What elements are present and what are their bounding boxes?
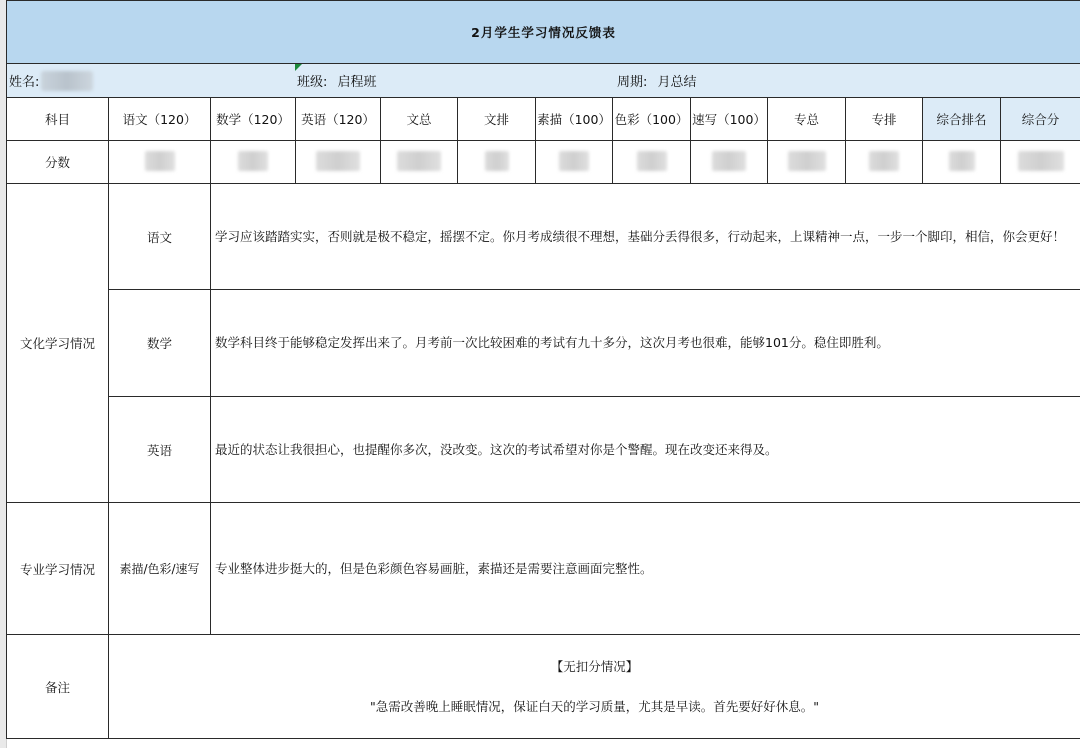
- class-label: 班级:: [297, 75, 328, 90]
- score-cell: [211, 141, 296, 184]
- period-value: 月总结: [657, 75, 697, 90]
- feedback-table: [6, 0, 1080, 739]
- period-label: 周期:: [617, 75, 648, 90]
- header-subject: 科目: [7, 98, 109, 141]
- remarks-label: 备注: [7, 635, 109, 739]
- score-cell: [296, 141, 381, 184]
- remarks-heading: 【无扣分情况】: [550, 658, 639, 674]
- culture-subject-chinese: 语文: [109, 184, 211, 290]
- header-english: 英语（120）: [296, 98, 381, 141]
- remarks-text: "急需改善晚上睡眠情况，保证白天的学习质量，尤其是早读。首先要好好休息。": [370, 698, 820, 714]
- name-value-redacted: [41, 71, 93, 91]
- score-cell: [536, 141, 613, 184]
- culture-comment-chinese: 学习应该踏踏实实，否则就是极不稳定，摇摆不定。你月考成绩很不理想，基础分丢得很多，行动起来，上课精神一点，一步一个脚印，相信，你会更好！: [211, 184, 1080, 290]
- score-label: 分数: [7, 141, 109, 184]
- score-cell: [458, 141, 536, 184]
- culture-subject-math: 数学: [109, 290, 211, 397]
- score-cell: [846, 141, 923, 184]
- period-field: [617, 71, 697, 90]
- major-row: [7, 503, 1080, 635]
- major-subject: 素描/色彩/速写: [109, 503, 211, 635]
- class-value: 启程班: [337, 75, 377, 90]
- class-field: [297, 71, 377, 90]
- header-quick-sketch: 速写（100）: [691, 98, 768, 141]
- score-row: [7, 141, 1080, 184]
- score-cell: [923, 141, 1001, 184]
- score-cell: [768, 141, 846, 184]
- score-cell: [613, 141, 691, 184]
- header-culture-rank: 文排: [458, 98, 536, 141]
- header-overall-rank: 综合排名: [923, 98, 1001, 141]
- header-overall-score: 综合分: [1001, 98, 1080, 141]
- header-sketch: 素描（100）: [536, 98, 613, 141]
- culture-row-english: [7, 397, 1080, 503]
- culture-comment-math: 数学科目终于能够稳定发挥出来了。月考前一次比较困难的考试有九十多分，这次月考也很难，能够101分。稳住即胜利。: [211, 290, 1080, 397]
- header-chinese: 语文（120）: [109, 98, 211, 141]
- header-math: 数学（120）: [211, 98, 296, 141]
- major-comment: 专业整体进步挺大的，但是色彩颜色容易画脏，素描还是需要注意画面完整性。: [211, 503, 1080, 635]
- culture-row-chinese: [7, 184, 1080, 290]
- score-cell: [109, 141, 211, 184]
- header-major-total: 专总: [768, 98, 846, 141]
- header-color: 色彩（100）: [613, 98, 691, 141]
- info-row: [7, 64, 1080, 98]
- header-row: [7, 98, 1080, 141]
- header-major-rank: 专排: [846, 98, 923, 141]
- score-cell: [1001, 141, 1080, 184]
- score-cell: [691, 141, 768, 184]
- header-culture-total: 文总: [381, 98, 458, 141]
- remarks-row: [7, 635, 1080, 739]
- culture-subject-english: 英语: [109, 397, 211, 503]
- cell-comment-marker: [295, 64, 302, 71]
- page-title: 2月学生学习情况反馈表: [7, 1, 1080, 64]
- culture-comment-english: 最近的状态让我很担心，也提醒你多次，没改变。这次的考试希望对你是个警醒。现在改变还来得及。: [211, 397, 1080, 503]
- name-label: 姓名:: [9, 75, 40, 90]
- major-section-label: 专业学习情况: [7, 503, 109, 635]
- score-cell: [381, 141, 458, 184]
- culture-section-label: 文化学习情况: [7, 184, 109, 503]
- remarks-content: [109, 635, 1080, 739]
- culture-row-math: [7, 290, 1080, 397]
